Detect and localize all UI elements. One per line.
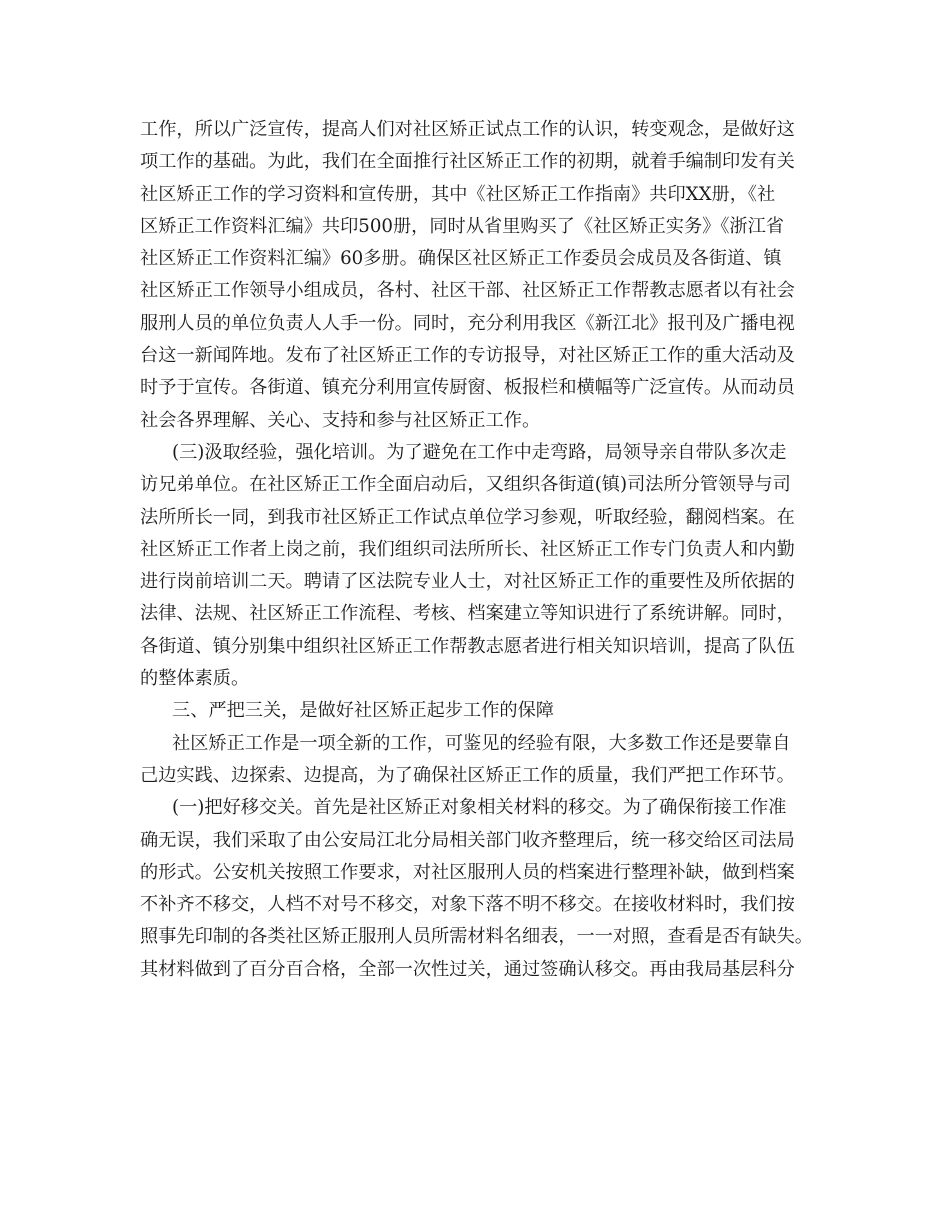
- body-line: 社会各界理解、关心、支持和参与社区矫正工作。: [140, 409, 541, 431]
- body-line: 照事先印制的各类社区矫正服刑人员所需材料名细表，一一对照，查看是否有缺失。: [140, 926, 813, 948]
- body-line: 区矫正工作资料汇编》共印500册，同时从省里购买了《社区矫正实务》《浙江省: [140, 215, 784, 237]
- paragraph-first-line: (三)汲取经验，强化培训。为了避免在工作中走弯路，局领导亲自带队多次走: [172, 441, 787, 463]
- body-line: 不补齐不移交，人档不对号不移交，对象下落不明不移交。在接收材料时，我们按: [140, 894, 795, 916]
- document-body: [140, 114, 830, 986]
- paragraph-first-line: 社区矫正工作是一项全新的工作，可鉴见的经验有限，大多数工作还是要靠自: [172, 732, 791, 754]
- body-line: 其材料做到了百分百合格，全部一次性过关，通过签确认移交。再由我局基层科分: [140, 958, 795, 980]
- body-line: 的整体素质。: [140, 668, 250, 690]
- body-line: 法律、法规、社区矫正工作流程、考核、档案建立等知识进行了系统讲解。同时，: [140, 603, 795, 625]
- body-line: 时予于宣传。各街道、镇充分利用宣传厨窗、板报栏和横幅等广泛宣传。从而动员: [140, 377, 795, 399]
- body-line: 服刑人员的单位负责人人手一份。同时，充分利用我区《新江北》报刊及广播电视: [140, 312, 795, 334]
- body-line: 法所所长一同，到我市社区矫正工作试点单位学习参观，听取经验，翻阅档案。在: [140, 506, 795, 528]
- body-line: 进行岗前培训二天。聘请了区法院专业人士，对社区矫正工作的重要性及所依据的: [140, 571, 795, 593]
- paragraph-first-line: (一)把好移交关。首先是社区矫正对象相关材料的移交。为了确保衔接工作准: [172, 797, 787, 819]
- body-line: 确无误，我们采取了由公安局江北分局相关部门收齐整理后，统一移交给区司法局: [140, 829, 795, 851]
- body-line: 的形式。公安机关按照工作要求，对社区服刑人员的档案进行整理补缺，做到档案: [140, 861, 795, 883]
- body-line: 社区矫正工作资料汇编》60多册。确保区社区矫正工作委员会成员及各街道、镇: [140, 248, 782, 270]
- body-line: 项工作的基础。为此，我们在全面推行社区矫正工作的初期，就着手编制印发有关: [140, 151, 795, 173]
- body-line: 工作，所以广泛宣传，提高人们对社区矫正试点工作的认识，转变观念，是做好这: [140, 119, 795, 140]
- body-line: 社区矫正工作者上岗之前，我们组织司法所所长、社区矫正工作专门负责人和内勤: [140, 538, 795, 560]
- body-line: 社区矫正工作的学习资料和宣传册，其中《社区矫正工作指南》共印XX册，《社: [140, 183, 776, 205]
- section-heading: 三、严把三关，是做好社区矫正起步工作的保障: [172, 700, 554, 722]
- body-line: 各街道、镇分别集中组织社区矫正工作帮教志愿者进行相关知识培训，提高了队伍: [140, 635, 795, 657]
- body-line: 台这一新闻阵地。发布了社区矫正工作的专访报导，对社区矫正工作的重大活动及: [140, 345, 795, 367]
- body-line: 访兄弟单位。在社区矫正工作全面启动后，又组织各街道(镇)司法所分管领导与司: [140, 474, 791, 496]
- body-line: 社区矫正工作领导小组成员，各村、社区干部、社区矫正工作帮教志愿者以有社会: [140, 280, 795, 302]
- body-line: 己边实践、边探索、边提高，为了确保社区矫正工作的质量，我们严把工作环节。: [140, 764, 795, 786]
